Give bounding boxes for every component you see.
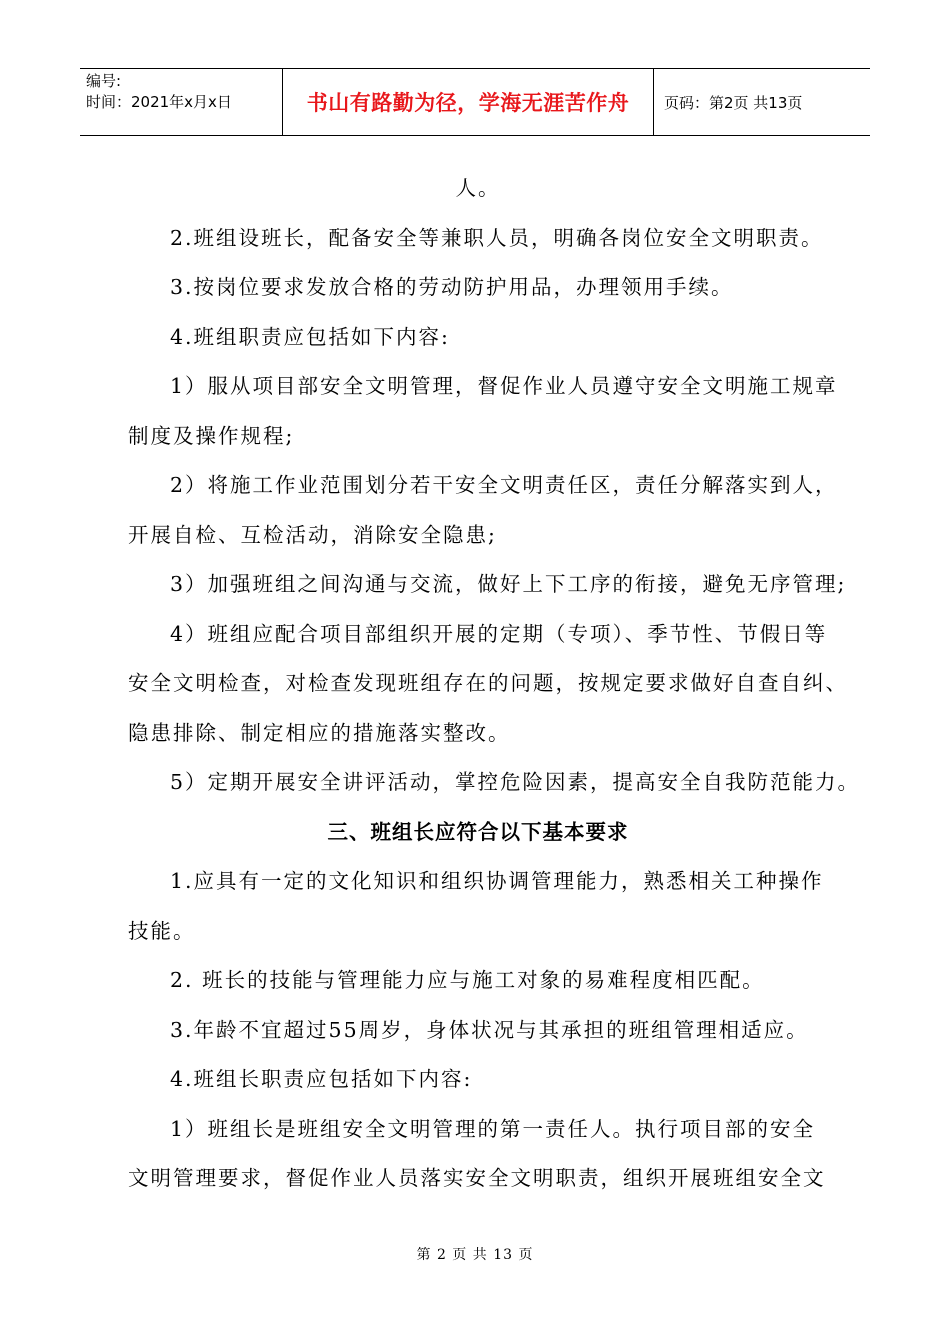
paragraph-line: 1.应具有一定的文化知识和组织协调管理能力，熟悉相关工种操作 [170, 869, 824, 893]
header-motto: 书山有路勤为径，学海无涯苦作舟 [282, 69, 654, 135]
paragraph-line: 4.班组长职责应包括如下内容: [170, 1067, 473, 1091]
paragraph-line: 制度及操作规程; [128, 423, 295, 448]
paragraph-line: 1）服从项目部安全文明管理，督促作业人员遵守安全文明施工规章 [170, 374, 838, 398]
paragraph-line: 开展自检、互检活动，消除安全隐患; [128, 522, 497, 547]
paragraph-line: 3.年龄不宜超过55周岁，身体状况与其承担的班组管理相适应。 [170, 1017, 809, 1042]
paragraph-line: 4）班组应配合项目部组织开展的定期（专项）、季节性、节假日等 [170, 621, 828, 646]
paragraph-line: 文明管理要求，督促作业人员落实安全文明职责，组织开展班组安全文 [128, 1166, 826, 1190]
paragraph-line: 4.班组职责应包括如下内容: [170, 324, 450, 349]
paragraph-line: 5）定期开展安全讲评活动，掌控危险因素，提高安全自我防范能力。 [170, 770, 861, 794]
section-heading: 三、班组长应符合以下基本要求 [327, 819, 629, 844]
paragraph-line: 隐患排除、制定相应的措施落实整改。 [128, 720, 511, 745]
paragraph-line: 技能。 [128, 918, 196, 943]
paragraph-line: 3）加强班组之间沟通与交流，做好上下工序的衔接，避免无序管理; [170, 572, 847, 596]
paragraph-line: 3.按岗位要求发放合格的劳动防护用品，办理领用手续。 [170, 275, 734, 299]
page-header [80, 68, 870, 136]
page-footer: 第 2 页 共 13 页 [416, 1247, 534, 1263]
document-number-label: 编号: [86, 72, 122, 90]
paragraph-line: 安全文明检查，对检查发现班组存在的问题，按规定要求做好自查自纠、 [128, 671, 848, 695]
document-body [128, 164, 861, 1204]
paragraph-line: 2）将施工作业范围划分若干安全文明责任区，责任分解落实到人， [170, 473, 838, 497]
document-date: 时间：2021年x月x日 [86, 93, 232, 111]
paragraph-line: 2. 班长的技能与管理能力应与施工对象的易难程度相匹配。 [170, 968, 765, 992]
header-page-info: 页码：第2页 共13页 [664, 93, 803, 112]
paragraph-line: 人。 [455, 176, 501, 200]
paragraph-line: 1）班组长是班组安全文明管理的第一责任人。执行项目部的安全 [170, 1116, 816, 1141]
paragraph-line: 2.班组设班长，配备安全等兼职人员，明确各岗位安全文明职责。 [170, 225, 824, 250]
header-meta [80, 69, 282, 135]
